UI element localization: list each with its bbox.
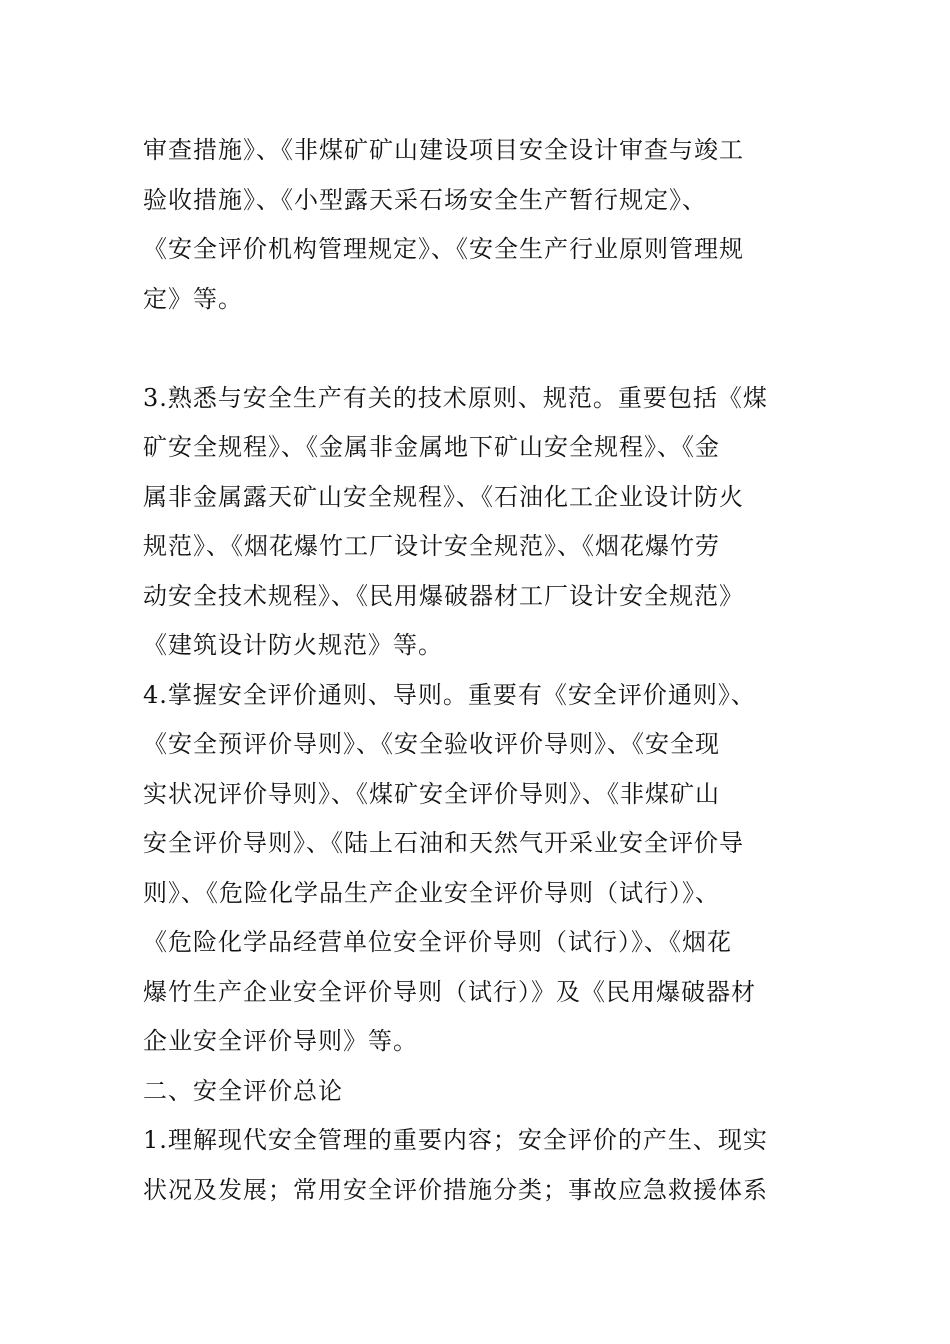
text-line: 企业安全评价导则》等。 <box>143 1027 418 1055</box>
text-line: 安全评价导则》、《陆上石油和天然气开采业安全评价导 <box>143 829 744 857</box>
text-line: 《安全评价机构管理规定》、《安全生产行业原则管理规 <box>143 235 744 263</box>
text-line: 验收措施》、《小型露天采石场安全生产暂行规定》、 <box>143 185 707 214</box>
text-line: 《危险化学品经营单位安全评价导则（试行）》、《烟花 <box>143 928 732 956</box>
text-line: 则》、《危险化学品生产企业安全评价导则（试行）》、 <box>143 878 720 907</box>
text-line: 定》等。 <box>143 284 243 313</box>
text-line: 爆竹生产企业安全评价导则（试行）》及《民用爆破器材 <box>143 977 756 1006</box>
text-line: 属非金属露天矿山安全规程》、《石油化工企业设计防火 <box>143 482 744 511</box>
text-line: 4.掌握安全评价通则、导则。重要有《安全评价通则》、 <box>143 680 756 709</box>
text-line: 1.理解现代安全管理的重要内容；安全评价的产生、现实 <box>143 1126 768 1154</box>
paragraph-gap <box>143 324 813 374</box>
text-line: 审查措施》、《非煤矿矿山建设项目安全设计审查与竣工 <box>143 136 744 164</box>
document-body <box>143 126 813 1215</box>
text-line: 规范》、《烟花爆竹工厂设计安全规范》、《烟花爆竹劳 <box>143 532 720 560</box>
text-line: 矿安全规程》、《金属非金属地下矿山安全规程》、《金 <box>143 433 720 461</box>
section-heading: 二、安全评价总论 <box>143 1076 343 1105</box>
text-line: 《安全预评价导则》、《安全验收评价导则》、《安全现 <box>143 730 720 758</box>
text-line: 实状况评价导则》、《煤矿安全评价导则》、《非煤矿山 <box>143 779 720 808</box>
text-line: 动安全技术规程》、《民用爆破器材工厂设计安全规范》 <box>143 581 744 610</box>
text-line: 状况及发展；常用安全评价措施分类；事故应急救援体系 <box>143 1175 768 1204</box>
text-line: 《建筑设计防火规范》等。 <box>143 631 443 659</box>
text-line: 3.熟悉与安全生产有关的技术原则、规范。重要包括《煤 <box>143 383 768 412</box>
